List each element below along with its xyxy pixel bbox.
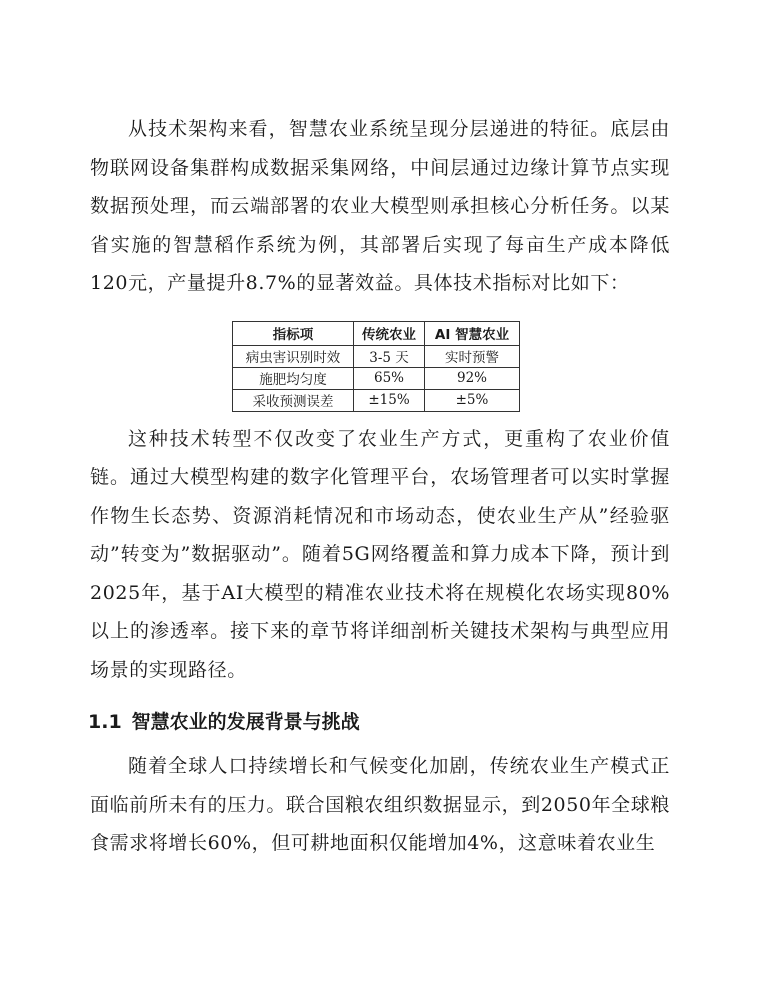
section-number: 1.1 (88, 711, 122, 733)
table-row (233, 389, 520, 411)
table-cell: 采收预测误差 (233, 389, 354, 411)
header-traditional: 传统农业 (354, 321, 425, 345)
table-cell: 65% (354, 367, 425, 389)
table-cell: 施肥均匀度 (233, 367, 354, 389)
table-row (233, 345, 520, 367)
comparison-table (232, 321, 520, 412)
paragraph-value-chain: 这种技术转型不仅改变了农业生产方式，更重构了农业价值链。通过大模型构建的数字化管理平台，农场管理者可以实时掌握作物生长态势、资源消耗情况和市场动态，使农业生产从”经验驱动”转变为”数据驱动”。随着5G网络覆盖和算力成本下降，预计到2025年，基于AI大模型的精准农业技术将在规模化农场实现80%以上的渗透率。接下来的章节将详细剖析关键技术架构与典型应用场景的实现路径。 (90, 427, 670, 681)
paragraph-tech-architecture: 从技术架构来看，智慧农业系统呈现分层递进的特征。底层由物联网设备集群构成数据采集网络，中间层通过边缘计算节点实现数据预处理，而云端部署的农业大模型则承担核心分析任务。以某省实施的智慧稻作系统为例，其部署后实现了每亩生产成本降低120元，产量提升8.7%的显著效益。具体技术指标对比如下： (90, 118, 670, 294)
table-cell: ±5% (425, 389, 520, 411)
paragraph-background: 随着全球人口持续增长和气候变化加剧，传统农业生产模式正面临前所未有的压力。联合国粮农组织数据显示，到2050年全球粮食需求将增长60%，但可耕地面积仅能增加4%，这意味着农业生 (90, 755, 670, 854)
table-header-row (233, 321, 520, 345)
comparison-table-wrapper (90, 321, 670, 412)
header-indicator: 指标项 (233, 321, 354, 345)
table-cell: 病虫害识别时效 (233, 345, 354, 367)
table-cell: 92% (425, 367, 520, 389)
table-cell: 实时预警 (425, 345, 520, 367)
section-heading (88, 703, 670, 741)
section-title: 智慧农业的发展背景与挑战 (131, 711, 360, 733)
table-cell: ±15% (354, 389, 425, 411)
table-row (233, 367, 520, 389)
table-cell: 3-5 天 (354, 345, 425, 367)
document-page (90, 110, 670, 863)
header-ai: AI 智慧农业 (425, 321, 520, 345)
